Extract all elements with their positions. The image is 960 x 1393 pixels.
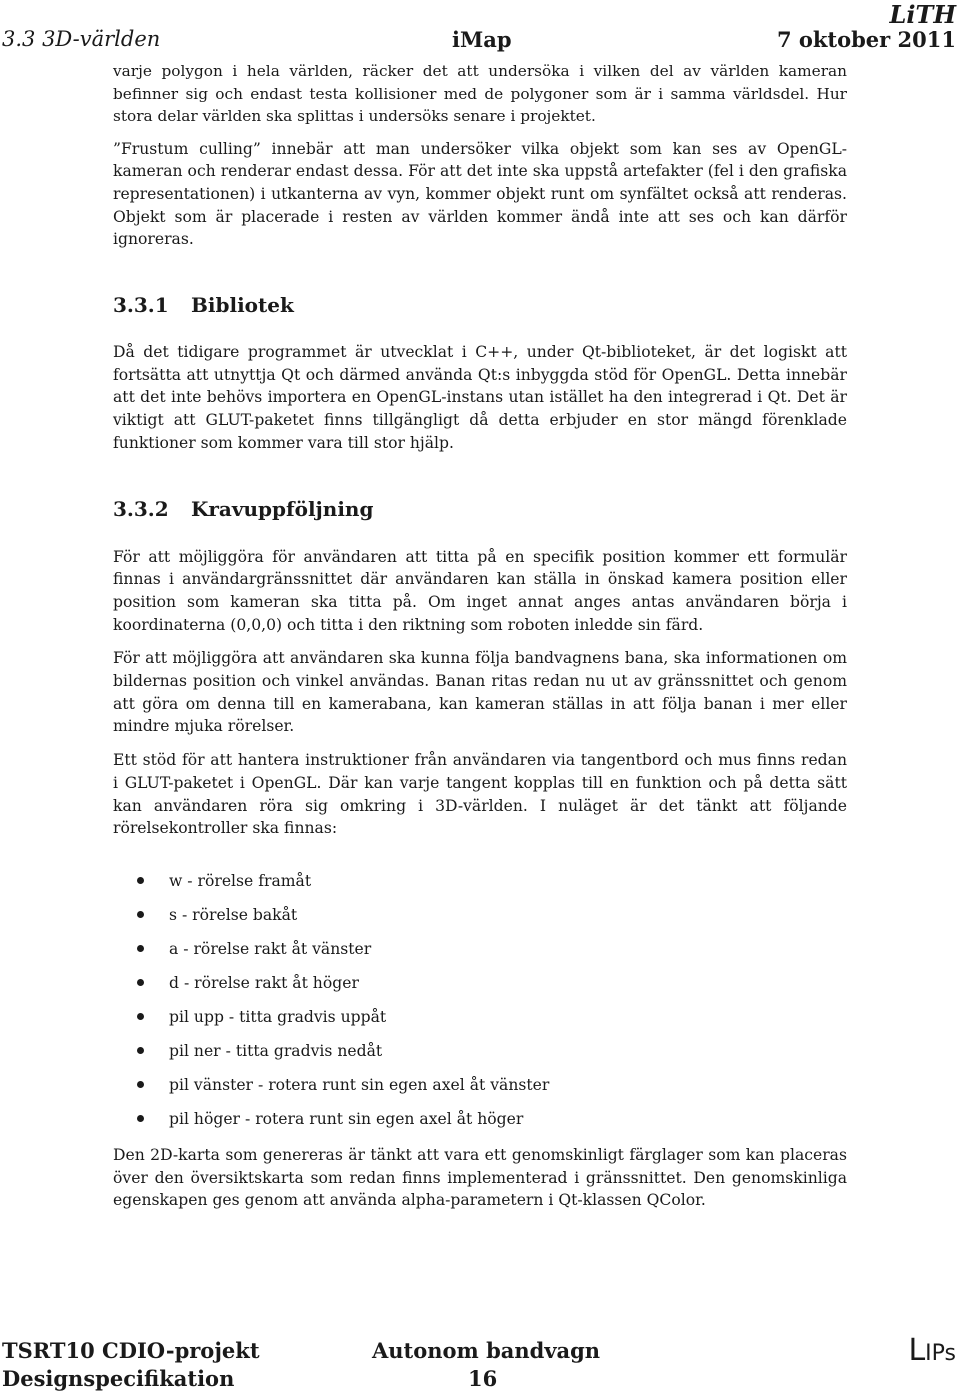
paragraph: ”Frustum culling” innebär att man undersöker vilka objekt som kan ses av OpenGL-kameran och renderar endast dessa. För att det inte ska uppstå artefakter (fel i den grafiska representationen) i utkanterna av vyn, kommer objekt runt om synfältet också att renderas. Objekt som är placerade i resten av världen kommer ändå inte att ses och kan därför ignoreras.: [113, 139, 847, 249]
bullet-icon: [137, 1047, 144, 1054]
footer-course: TSRT10 CDIO-projekt: [2, 1338, 260, 1363]
section-number: 3.3.1: [113, 293, 169, 318]
footer-doc-type: Designspecifikation: [2, 1366, 235, 1391]
page-number: 16: [468, 1366, 498, 1391]
paragraph: För att möjliggöra för användaren att titta på en specifik position kommer ett formulär finnas i användargränssnittet där användaren kan ställa in önskad kamera position eller position som kameran ska titta på. Om inget annat anges antas användaren börja i koordinaterna (0,0,0) och titta i den riktning som roboten inledde sin färd.: [113, 547, 847, 634]
bullet-icon: [137, 1013, 144, 1020]
list-item: pil vänster - rotera runt sin egen axel åt vänster: [113, 1074, 847, 1108]
paragraph: varje polygon i hela världen, räcker det att undersöka i vilken del av världen kameran befinner sig och endast testa kollisioner med de polygoner som är i samma världsdel. Hur stora delar världen ska splittas i undersöks senare i projektet.: [113, 62, 847, 125]
page-body: [113, 60, 847, 1212]
paragraph: Ett stöd för att hantera instruktioner från användaren via tangentbord och mus finns redan i GLUT-paketet i OpenGL. Där kan varje tangent kopplas till en funktion och på detta sätt kan användaren röra sig omkring i 3D-världen. I nuläget är det tänkt att följande rörelsekontroller ska finnas:: [113, 751, 847, 838]
section-title: Bibliotek: [191, 293, 294, 318]
paragraph: Då det tidigare programmet är utvecklat i C++, under Qt-biblioteket, är det logiskt att fortsätta att utnyttja Qt och därmed använda Qt:s inbyggda stöd för OpenGL. Detta innebär att det inte behövs importera en OpenGL-instans utan istället ha den integrerad i Qt. Det är viktigt att GLUT-paketet finns tillgängligt då detta erbjuder en stor mängd förenklade funktioner som kommer vara till stor hjälp.: [113, 343, 847, 452]
list-item: w - rörelse framåt: [113, 870, 847, 904]
section-heading-bibliotek: [113, 293, 847, 317]
section-number: 3.3.2: [113, 496, 169, 521]
header-date: 7 oktober 2011: [776, 27, 956, 52]
list-item: pil höger - rotera runt sin egen axel åt höger: [113, 1108, 847, 1142]
list-item: a - rörelse rakt åt vänster: [113, 938, 847, 972]
bullet-icon: [137, 945, 144, 952]
paragraph: Den 2D-karta som genereras är tänkt att vara ett genomskinligt färglager som kan placeras över den översiktskarta som redan finns implementerad i gränssnittet. Den genomskinliga egenskapen ges genom att använda alpha-parametern i Qt-klassen QColor.: [113, 1145, 847, 1210]
bullet-icon: [137, 979, 144, 986]
header-project: iMap: [452, 27, 512, 52]
list-item: pil ner - titta gradvis nedåt: [113, 1040, 847, 1074]
bullet-icon: [137, 1081, 144, 1088]
header-section: 3.3 3D-världen: [2, 27, 161, 51]
page-footer: [0, 1335, 960, 1393]
page-header: [0, 0, 960, 60]
bullet-icon: [137, 1115, 144, 1122]
list-item: d - rörelse rakt åt höger: [113, 972, 847, 1006]
bullet-icon: [137, 911, 144, 918]
header-institution: LiTH: [889, 0, 956, 29]
section-heading-krav: [113, 497, 847, 521]
section-title: Kravuppföljning: [191, 496, 374, 521]
list-item: pil upp - titta gradvis uppåt: [113, 1006, 847, 1040]
bullet-icon: [137, 877, 144, 884]
controls-list: [113, 870, 847, 1142]
list-item: s - rörelse bakåt: [113, 904, 847, 938]
footer-project-name: Autonom bandvagn: [372, 1338, 601, 1363]
lips-logo: LIPs: [908, 1333, 956, 1368]
paragraph: För att möjliggöra att användaren ska kunna följa bandvagnens bana, ska informationen om bildernas position och vinkel användas. Banan ritas redan nu ut av gränssnittet och genom att göra om denna till en kamerabana, kan kameran ställas in att följa banan i mer eller mindre mjuka rörelser.: [113, 649, 847, 736]
